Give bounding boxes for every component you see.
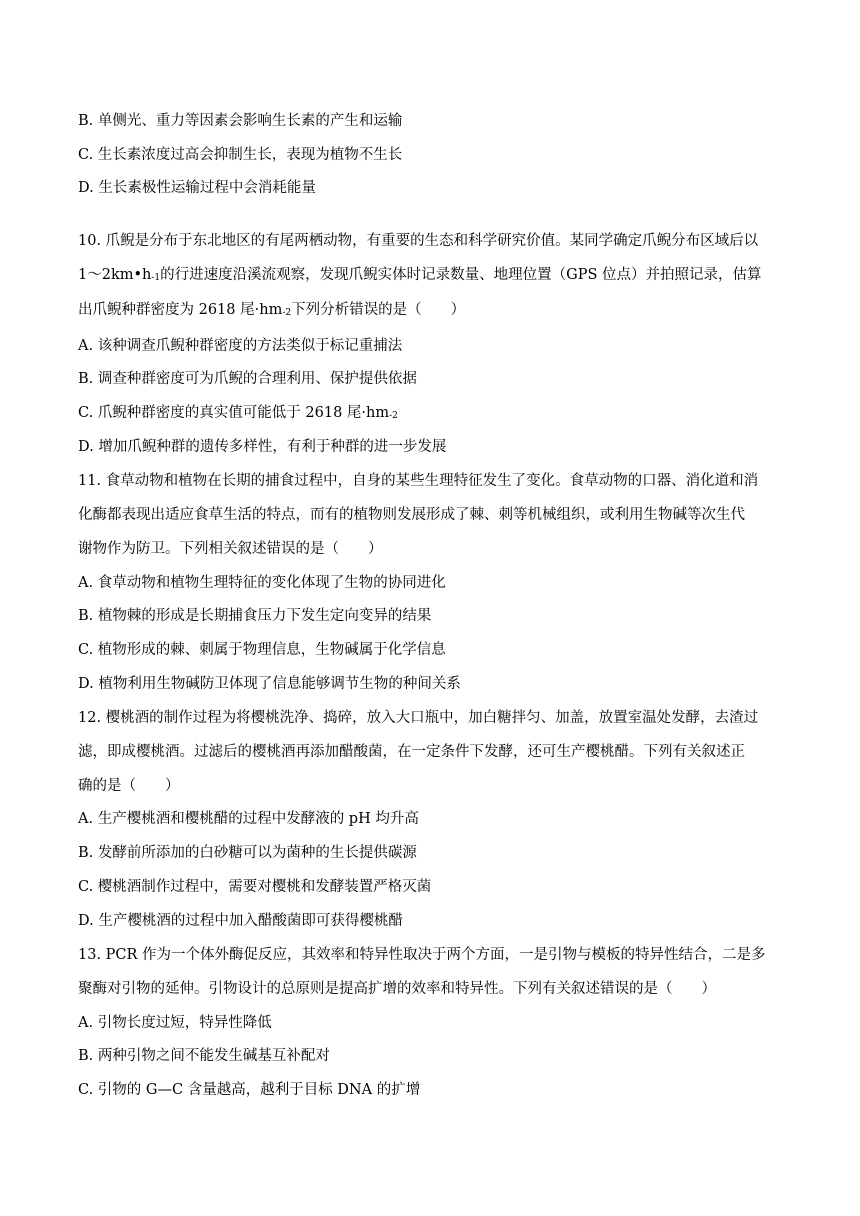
q10-speed-exponent: -1 [151,273,161,283]
q9-option-c: C. 生长素浓度过高会抑制生长，表现为植物不生长 [78,147,403,163]
q10-option-c-text: C. 爪鲵种群密度的真实值可能低于 2618 尾·hm [78,405,390,421]
q10-density-text: 出爪鲵种群密度为 2618 尾·hm [78,302,283,318]
q12-option-d: D. 生产樱桃酒的过程中加入醋酸菌即可获得樱桃醋 [78,913,403,929]
q13-option-c: C. 引物的 G—C 含量越高，越利于目标 DNA 的扩增 [78,1082,421,1098]
q13-option-b: B. 两种引物之间不能发生碱基互补配对 [78,1048,330,1064]
q10-option-c [78,403,398,426]
q10-stem-line1: 10. 爪鲵是分布于东北地区的有尾两栖动物，有重要的生态和科学研究价值。某同学确定爪鲵分布区域后以 [78,233,759,249]
q10-option-a: A. 该种调查爪鲵种群密度的方法类似于标记重捕法 [78,338,403,354]
q10-density-exponent: -2 [282,308,292,318]
q10-stem-line3 [78,300,465,323]
q9-option-b: B. 单侧光、重力等因素会影响生长素的产生和运输 [78,113,403,129]
q13-stem-line2: 聚酶对引物的延伸。引物设计的总原则是提高扩增的效率和特异性。下列有关叙述错误的是（ ） [78,981,716,997]
q13-option-a: A. 引物长度过短，特异性降低 [78,1015,272,1031]
q10-speed-text: 1～2km•h [78,267,152,283]
q11-option-b: B. 植物棘的形成是长期捕食压力下发生定向变异的结果 [78,608,432,624]
q11-option-a: A. 食草动物和植物生理特征的变化体现了生物的协同进化 [78,575,446,591]
q13-stem-line1: 13. PCR 作为一个体外酶促反应，其效率和特异性取决于两个方面，一是引物与模板的特异性结合，二是多 [78,947,766,963]
q12-stem-line2: 滤，即成樱桃酒。过滤后的樱桃酒再添加醋酸菌，在一定条件下发酵，还可生产樱桃醋。下列有关叙述正 [78,744,745,760]
q11-stem-line1: 11. 食草动物和植物在长期的捕食过程中，自身的某些生理特征发生了变化。食草动物的口器、消化道和消 [78,473,759,489]
q10-stem-line2-rest: 的行进速度沿溪流观察，发现爪鲵实体时记录数量、地理位置（GPS 位点）并拍照记录，估算 [160,267,762,283]
q9-option-d: D. 生长素极性运输过程中会消耗能量 [78,180,316,196]
q11-option-d: D. 植物利用生物碱防卫体现了信息能够调节生物的种间关系 [78,676,461,692]
q11-option-c: C. 植物形成的棘、刺属于物理信息，生物碱属于化学信息 [78,642,446,658]
q11-stem-line3: 谢物作为防卫。下列相关叙述错误的是（ ） [78,541,383,557]
q10-stem-line2 [78,265,762,288]
q11-stem-line2: 化酶都表现出适应食草生活的特点，而有的植物则发展形成了棘、刺等机械组织，或利用生物碱等次生代 [78,507,745,523]
q10-option-c-exponent: -2 [389,411,398,421]
q12-stem-line1: 12. 樱桃酒的制作过程为将樱桃洗净、捣碎，放入大口瓶中，加白糖拌匀、加盖，放置室温处发酵，去渣过 [78,710,759,726]
q10-option-b: B. 调查种群密度可为爪鲵的合理利用、保护提供依据 [78,371,417,387]
q10-option-d: D. 增加爪鲵种群的遗传多样性，有利于种群的进一步发展 [78,439,447,455]
q12-stem-line3: 确的是（ ） [78,778,180,794]
q10-stem-line3-rest: 下列分析错误的是（ ） [291,302,466,318]
q12-option-b: B. 发酵前所添加的白砂糖可以为菌种的生长提供碳源 [78,845,417,861]
q12-option-c: C. 樱桃酒制作过程中，需要对樱桃和发酵装置严格灭菌 [78,879,432,895]
q12-option-a: A. 生产樱桃酒和樱桃醋的过程中发酵液的 pH 均升高 [78,811,419,827]
